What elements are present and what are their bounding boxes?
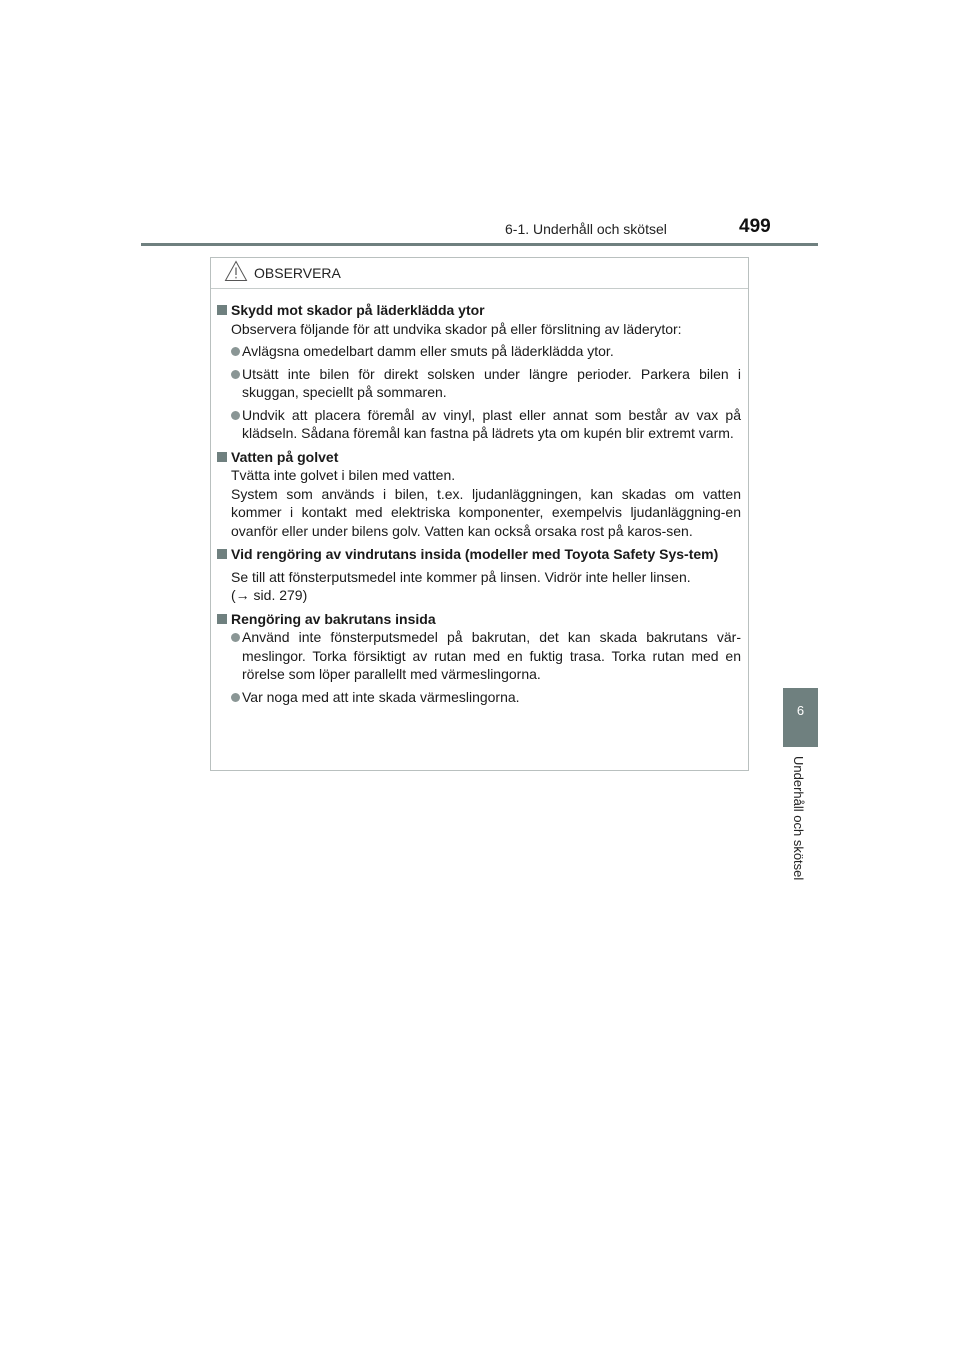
section-windshield xyxy=(217,545,741,605)
section-heading xyxy=(217,610,741,629)
chapter-tab[interactable] xyxy=(783,688,818,747)
square-bullet-icon xyxy=(217,452,227,462)
bullet-item xyxy=(217,406,741,443)
section-heading-text: Vid rengöring av vindrutans insida (modeller med Toyota Safety Sys-tem) xyxy=(231,546,719,562)
notice-header xyxy=(211,258,748,289)
notice-body xyxy=(211,289,748,706)
square-bullet-icon xyxy=(217,614,227,624)
notice-box xyxy=(210,257,749,771)
bullet-text: Använd inte fönsterputsmedel på bakrutan, det kan skada bakrutans vär-meslingor. Torka försiktigt av rutan med en fuktig trasa. Torka rutan med en rörelse som löper parallellt med värmeslingorna. xyxy=(242,629,741,682)
page-reference-link[interactable]: (→ sid. 279) xyxy=(231,587,308,603)
square-bullet-icon xyxy=(217,549,227,559)
bullet-text: Undvik att placera föremål av vinyl, plast eller annat som består av vax på klädseln. Sådana föremål kan fastna på lädrets yta om kupén blir extremt varm. xyxy=(242,406,741,441)
section-heading xyxy=(217,448,741,467)
section-floor-water xyxy=(217,448,741,541)
chapter-number: 6 xyxy=(796,703,805,718)
bullet-text: Var noga med att inte skada värmeslingorna. xyxy=(242,688,520,705)
bullet-item xyxy=(217,365,741,402)
section-paragraph: Tvätta inte golvet i bilen med vatten. xyxy=(231,467,456,483)
section-paragraph: System som används i bilen, t.ex. ljudanläggningen, kan skadas om vatten kommer i kontakt med elektriska komponenter, exempelvis ljudanläggning-en ovanför eller under bilens golv. Vatten kan också orsaka rost på karos-sen. xyxy=(231,485,741,539)
notice-title: OBSERVERA xyxy=(254,265,341,281)
round-bullet-icon xyxy=(231,347,240,356)
section-heading-text: Skydd mot skador på läderklädda ytor xyxy=(231,302,485,318)
bullet-item xyxy=(217,342,741,361)
square-bullet-icon xyxy=(217,305,227,315)
section-heading xyxy=(217,301,741,320)
round-bullet-icon xyxy=(231,633,240,642)
section-intro: Observera följande för att undvika skador på eller förslitning av läderytor: xyxy=(231,320,682,337)
section-paragraph: Se till att fönsterputsmedel inte kommer på linsen. Vidrör inte heller linsen. xyxy=(231,568,691,585)
section-leather xyxy=(217,301,741,443)
section-heading xyxy=(217,545,741,564)
chapter-side-label: Underhåll och skötsel xyxy=(791,756,806,881)
bullet-item xyxy=(217,628,741,684)
round-bullet-icon xyxy=(231,411,240,420)
section-heading-text: Vatten på golvet xyxy=(231,448,339,465)
round-bullet-icon xyxy=(231,370,240,379)
bullet-text: Avlägsna omedelbart damm eller smuts på läderklädda ytor. xyxy=(242,343,614,359)
section-rear-window xyxy=(217,610,741,707)
round-bullet-icon xyxy=(231,693,240,702)
warning-triangle-icon xyxy=(224,260,248,282)
bullet-item xyxy=(217,688,741,707)
header-section-title: 6-1. Underhåll och skötsel xyxy=(505,221,667,237)
section-heading-text: Rengöring av bakrutans insida xyxy=(231,610,436,627)
bullet-text: Utsätt inte bilen för direkt solsken under längre perioder. Parkera bilen i skuggan, speciellt på sommaren. xyxy=(242,365,741,400)
header-rule xyxy=(141,243,818,246)
page-number: 499 xyxy=(739,216,771,237)
